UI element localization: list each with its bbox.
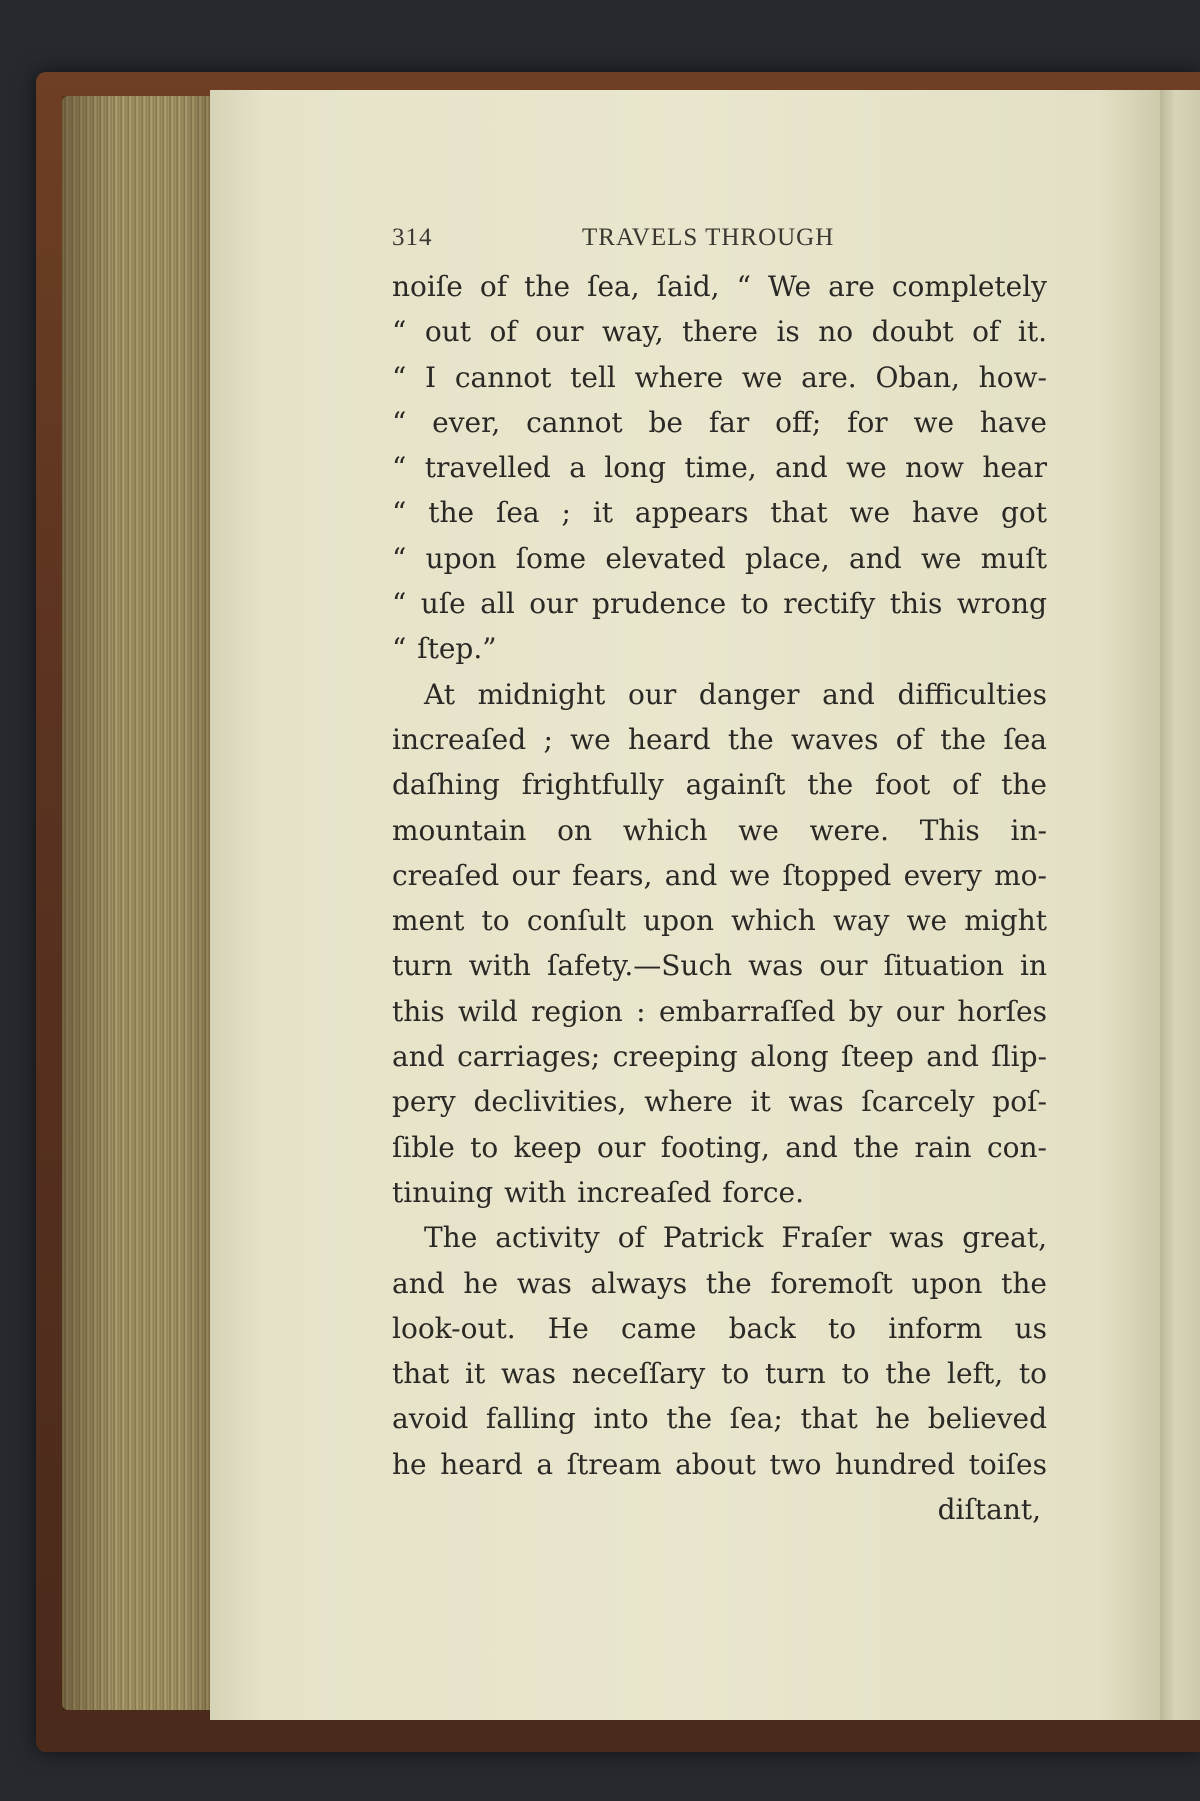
text-line: “ out of our way, there is no doubt of it.	[392, 315, 1047, 349]
text-line: he heard a ſtream about two hundred toiſes	[392, 1447, 1047, 1481]
text-line: “ I cannot tell where we are. Oban, how-	[392, 360, 1047, 394]
text-line: and he was always the foremoſt upon the	[392, 1266, 1047, 1300]
text-line: ſible to keep our footing, and the rain con-	[392, 1130, 1047, 1164]
text-line: noiſe of the ſea, ſaid, “ We are completely	[392, 270, 1047, 303]
catchword: diſtant,	[937, 1493, 1041, 1527]
page-number: 314	[392, 224, 433, 251]
text-line: daſhing frightfully againſt the foot of the	[392, 768, 1047, 802]
text-line: pery declivities, where it was ſcarcely poſ-	[392, 1085, 1047, 1119]
page-text	[392, 218, 1047, 1532]
text-line: At midnight our danger and difficulties	[424, 677, 1047, 711]
text-line: “ ever, cannot be far off; for we have	[392, 405, 1047, 439]
running-head: TRAVELS THROUGH	[582, 224, 835, 251]
text-line: this wild region : embarraſſed by our horſes	[392, 994, 1047, 1028]
text-line: “ travelled a long time, and we now hear	[392, 451, 1047, 485]
text-line: turn with ſafety.—Such was our ſituation in	[392, 949, 1047, 983]
text-line: that it was neceſſary to turn to the left, to	[392, 1357, 1047, 1391]
text-line: The activity of Patrick Fraſer was great,	[424, 1221, 1047, 1255]
text-line: “ uſe all our prudence to rectify this wrong	[392, 587, 1047, 621]
text-line: “ the ſea ; it appears that we have got	[392, 496, 1047, 530]
page-header	[392, 218, 1047, 264]
text-line: avoid falling into the ſea; that he believed	[392, 1402, 1047, 1436]
text-line: “ upon ſome elevated place, and we muſt	[392, 541, 1047, 575]
text-line: and carriages; creeping along ſteep and ſlip-	[392, 1040, 1047, 1074]
text-line: increaſed ; we heard the waves of the ſea	[392, 722, 1047, 756]
text-line: ment to conſult upon which way we might	[392, 904, 1047, 938]
page-gutter	[1160, 90, 1200, 1720]
text-line: look-out. He came back to inform us	[392, 1311, 1047, 1345]
body-text	[392, 264, 1047, 1487]
text-line: mountain on which we were. This in-	[392, 813, 1047, 847]
text-line: creaſed our fears, and we ſtopped every mo-	[392, 858, 1047, 892]
text-line: “ ſtep.”	[392, 632, 497, 666]
text-line: tinuing with increaſed force.	[392, 1175, 805, 1209]
page-block-shading	[62, 96, 212, 1710]
